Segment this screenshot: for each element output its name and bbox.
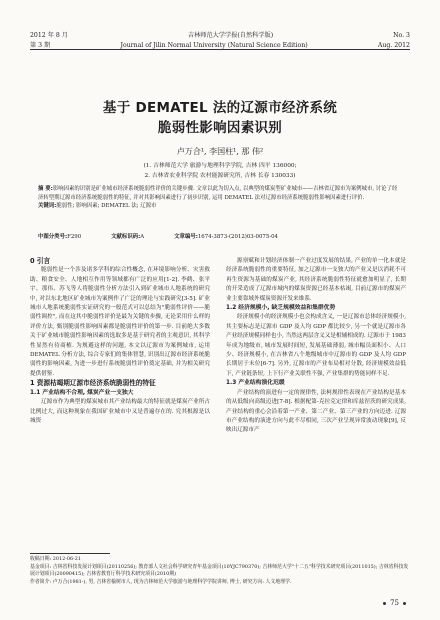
paragraph-1-1-cont: 源禀赋和计划经济体制一产业过度发展的结果, 产业的单一化本就是经济系统脆弱性的重要特征, 加之辽源市一支独大的产业又是以消耗不可再生资源为基础的煤炭产业, 其经济系统脆弱性特征就愈加明显了, 长期的开采造成了辽源市城内的煤炭资源已经基本枯竭, 目前辽源市的煤炭产业主要靠域外煤炭资源开发来维系.: [226, 258, 406, 302]
header-rule: [30, 49, 410, 50]
running-header-line2: [30, 40, 410, 49]
author-list: 卢万合¹, 李国柱¹, 那 伟²: [176, 147, 264, 156]
paper-title-line2: 脆弱性影响因素识别: [157, 120, 283, 136]
running-header-line1: [30, 30, 410, 39]
footnote-block: [30, 556, 410, 586]
footnote-rule: [30, 553, 110, 554]
header-date-en: Aug. 2012: [377, 42, 410, 49]
received-date: 收稿日期: 2012-06-21: [30, 556, 81, 562]
abstract-label: 摘 要:: [38, 186, 53, 192]
affiliation-1: (1. 吉林师范大学 旅游与地理科学学院, 吉林 四平 136000;: [143, 163, 297, 169]
article-id-label: 文章编号:: [174, 234, 198, 240]
subsection-heading-1-2: 1.2 经济规模小, 缺乏规模效益和集群优势: [226, 305, 336, 312]
left-column: [30, 257, 210, 426]
clc-value: F290: [67, 234, 82, 240]
author-bio: 作者简介: 卢万合(1981-), 男, 吉林省榆树市人, 现为吉林师范大学旅游与地理科学学院讲师, 博士, 研究方向: 人文地理学.: [30, 578, 292, 585]
doc-code-value: A: [140, 234, 145, 240]
doc-code-label: 文献标识码:: [111, 234, 141, 240]
subsection-heading-1-3: 1.3 产业结构演化迟缓: [226, 380, 285, 387]
subsection-heading-1-1: 1.1 产业结构不合理, 煤炭产业一支独大: [30, 389, 134, 396]
fund-note: 基金项目: 吉林省科技发展计划项目(20110256); 教育部人文社会科学研究青年基金项目(10YJC790370); 吉林师范大学"十二五"科学技术研究项目(2011015); 吉林省科技发展计划项目(20090415); 吉林省教育厅科学技术研究项目(2010期): [30, 563, 409, 578]
classification-row: [38, 232, 402, 240]
header-issue-no: No. 3: [393, 32, 410, 39]
abstract-text: 影响因素的识别是矿业城市经济系统脆弱性评价的关键步骤. 文章以此为切入点, 以典型的煤炭型矿业城市——吉林省辽源市为案例城市, 讨论了经济转型期辽源市经济系统脆弱性的特征, 并对其影响因素进行了初步识别, 运用 DEMATEL 法对辽源市经济系统脆弱性影响因素进行评价.: [38, 186, 398, 201]
section-heading-intro: 0 引言: [30, 257, 51, 265]
journal-name-en: Journal of Jilin Normal University (Natural Science Edition): [120, 42, 308, 49]
page-number-dot-left: [383, 602, 386, 605]
paper-title-line1: 基于 DEMATEL 法的辽源市经济系统: [102, 100, 338, 116]
intro-paragraph: 脆弱性是一个涉及诸多学科的综合性概念, 在环境影响分析、灾害救助、粮食安全、人地相互作用等领域都有广泛的应用[1-2]. 李鹤、张平宇、那伟、苏飞等人将脆弱性分析方法引入到矿业城市人地系统的研究中, 对以东北地区矿业城市为案例作了广泛的理论与实践研究[3-5]. 矿业城市人地系统脆弱性实证研究的一般范式可以总结为"脆弱性评价——脆弱性调控", 而在这其中脆弱性评价是最为关键的步骤, 无论采用什么样的评价方法, 甄别脆弱性影响因素都是脆弱性评价的第一步. 目前绝大多数关于矿业城市脆弱性影响因素的选取多是基于研究者的主观意识, 其科学性显然有待商榷. 为规避这样的问题, 本文以辽源市为案例城市, 运用 DEMATEL 分析方法, 综合专家们的集体智慧, 识别出辽源市经济系统脆弱性的影响因素, 为进一步进行系统脆弱性评价奠定基础, 并为相关研究提供借鉴.: [30, 267, 210, 377]
keywords-label: 关键词:: [38, 203, 57, 210]
page-number-text: 75: [390, 599, 399, 607]
right-column: [226, 257, 406, 436]
keywords-text: 脆弱性; 影响因素; DEMATEL 法; 辽源市: [56, 203, 157, 210]
page-number: [383, 599, 406, 607]
clc-label: 中图分类号:: [38, 234, 68, 240]
abstract-block: [38, 185, 402, 211]
header-issue-cn: 第 3 期: [30, 42, 51, 49]
paragraph-1-1: 辽源市作为典型的煤炭城市其产业结构最大的特征就是煤炭产业所占比例过大, 而这种现象在我国矿业城市中又是普遍存在的. 究其根源是以城资: [30, 399, 210, 424]
section-heading-1: 1 资源枯竭期辽源市经济系统脆弱性的特征: [30, 379, 156, 388]
paragraph-1-2: 经济规模小的经济规模小也会构成含义, 一是辽源市总体经济规模小, 其主要标志是辽源市 GDP 及人均 GDP 都比较少, 另一个就是辽源市各产业经济规模同样也小, 当然这两层含义又是相辅相成的. 辽源市于 1983 年成为地级市, 城市发展时间短, 发展基础薄弱, 城市幅员面积小、人口少、经济规模小, 在吉林省八个地级城市中辽源市的 GDP 及人均 GDP 长期居于末位[6-7]. 另外, 辽源市的产业布局相对分散, 经济规模效益低下, 产业链条短, 上下行产业关联性不强, 产业集群的势能同样不足.: [226, 314, 406, 377]
page-number-dot-right: [403, 602, 406, 605]
paragraph-1-3: 产业结构的演进有一定的规律性, 法柯规律性表现在产业结构是基本的从低级向高级迈进[7-8]. 根据配第-克拉克定律和库兹涅茨的研究成果, 产业结构的重心会沿着第一产业、第二产业、第三产业的方向迈进. 辽源市产业结构的演进方向与此不尽相同, 三次产业呈现异常波动现象[9], 反映出辽源市产: [226, 389, 406, 434]
article-id-value: 1674-3873-(2012)03-0075-04: [197, 234, 278, 240]
journal-name-cn: 吉林师范大学学报(自然科学版): [187, 32, 274, 39]
header-date-cn: 2012 年 8 月: [30, 32, 68, 39]
affiliation-2: 2. 吉林省农业科学院 农村能源研究所, 吉林 长春 130033): [144, 173, 296, 179]
